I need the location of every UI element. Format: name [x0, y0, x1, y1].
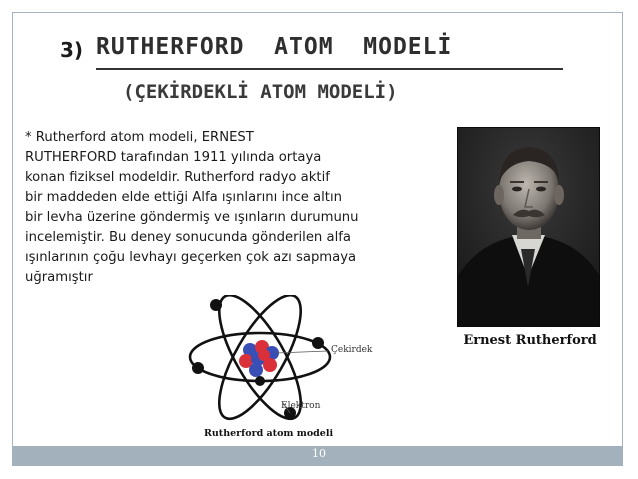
portrait-caption: Ernest Rutherford	[463, 333, 597, 348]
atom-figure-caption: Rutherford atom modeli	[204, 428, 334, 439]
title-underline	[96, 68, 563, 70]
electron	[255, 376, 265, 386]
electron-label: Elektron	[281, 401, 321, 411]
page-number: 10	[312, 447, 326, 460]
electron	[312, 337, 324, 349]
slide-title: RUTHERFORD ATOM MODELİ	[96, 34, 453, 60]
nucleus	[239, 340, 279, 377]
title-number: 3)	[60, 38, 84, 62]
rutherford-portrait	[457, 127, 600, 327]
body-paragraph: * Rutherford atom modeli, ERNEST RUTHERFORD tarafından 1911 yılında ortaya konan fiziksel modeldir. Rutherford radyo aktif bir maddeden elde ettiği Alfa ışınlarını ince altın bir levha üzerine göndermiş ve ışınların durumunu incelemiştir. Bu deney sonucunda gönderilen alfa ışınlarının çoğu levhayı geçerken çok azı sapmaya uğramıştır	[25, 130, 359, 285]
nucleus-label: Çekirdek	[331, 345, 373, 355]
atom-model-illustration	[180, 295, 380, 440]
electron	[210, 299, 222, 311]
electron	[192, 362, 204, 374]
slide-subtitle: (ÇEKİRDEKLİ ATOM MODELİ)	[123, 81, 398, 103]
